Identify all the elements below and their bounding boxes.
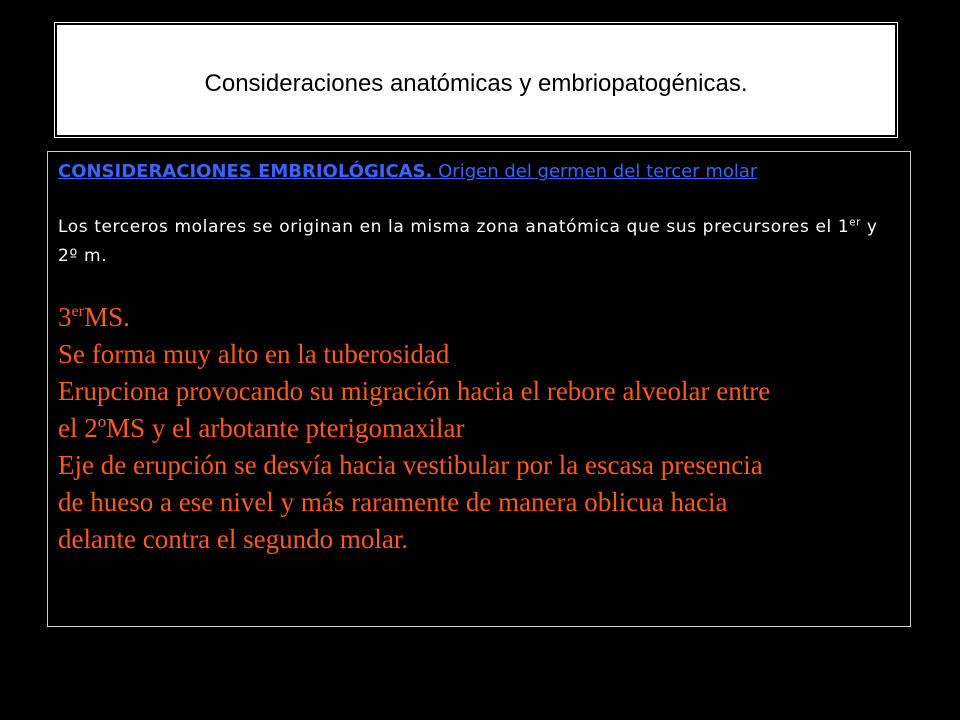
- section-heading-rest: Origen del germen del tercer molar: [432, 161, 758, 182]
- third-molar-subtitle: [58, 299, 900, 336]
- body-line-6: delante contra el segundo molar.: [58, 524, 409, 554]
- subtitle-superscript: er: [71, 302, 85, 320]
- intro-paragraph: [58, 213, 900, 271]
- intro-superscript: er: [849, 217, 861, 229]
- body-line-4: Eje de erupción se desvía hacia vestibular por la escasa presencia: [58, 450, 763, 480]
- slide-title-box: [55, 23, 897, 137]
- slide-title: Consideraciones anatómicas y embriopatogénicas.: [204, 70, 748, 97]
- subtitle-number: 3: [58, 302, 72, 332]
- third-molar-block: [58, 299, 900, 558]
- section-heading: [58, 160, 900, 184]
- body-line-3: el 2ºMS y el arbotante pterigomaxilar: [58, 413, 465, 443]
- body-line-5: de hueso a ese nivel y más raramente de manera oblicua hacia: [58, 487, 728, 517]
- intro-text-part2: y 2º m.: [58, 217, 878, 266]
- body-line-1: Se forma muy alto en la tuberosidad: [58, 339, 450, 369]
- subtitle-rest: MS.: [84, 302, 130, 332]
- body-line-2: Erupciona provocando su migración hacia el rebore alveolar entre: [58, 376, 771, 406]
- section-heading-bold: CONSIDERACIONES EMBRIOLÓGICAS.: [58, 161, 433, 182]
- intro-text-part1: Los terceros molares se originan en la misma zona anatómica que sus precursores el 1: [58, 217, 850, 237]
- content-box: [47, 151, 911, 627]
